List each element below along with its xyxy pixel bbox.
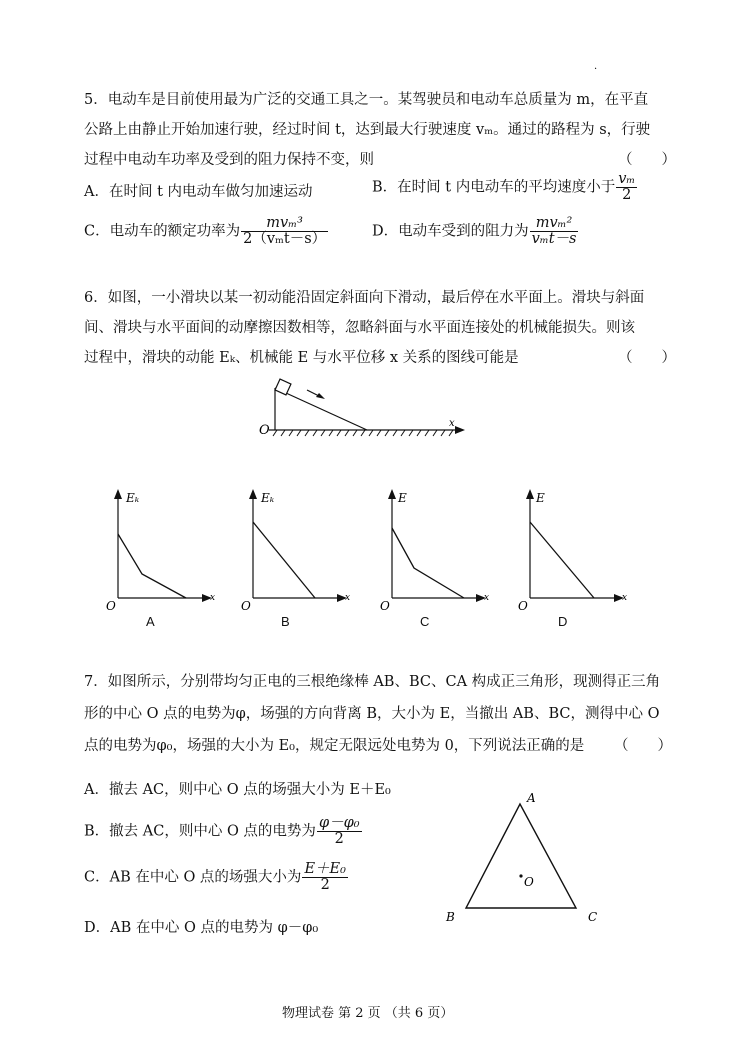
graph-b-y-arrowhead — [249, 489, 257, 499]
graph-a-y-label: Eₖ — [126, 491, 140, 505]
graph-a-caption: A — [146, 614, 155, 629]
q7-option-b-denominator: 2 — [334, 831, 344, 847]
incline-figure — [255, 376, 475, 462]
graph-d-curve — [530, 522, 594, 598]
graph-a-origin: O — [106, 599, 116, 612]
graph-a-x-label: x — [210, 593, 216, 603]
q7-option-b-text: B．撤去 AC，则中心 O 点的电势为 — [84, 823, 316, 840]
graph-a-y-arrowhead — [114, 489, 122, 499]
q7-option-b-fraction — [317, 816, 362, 847]
vertex-b-label: B — [446, 910, 455, 924]
incline-surface — [275, 388, 367, 430]
q5-option-c-text: C．电动车的额定功率为 — [84, 223, 241, 240]
vertex-c-label: C — [588, 910, 598, 924]
ground-hatching — [273, 430, 453, 436]
q7-option-c-numerator: E＋E₀ — [304, 861, 346, 877]
q5-line-1: 5．电动车是目前使用最为广泛的交通工具之一。某驾驶员和电动车总质量为 m，在平直 — [84, 92, 649, 108]
q5-answer-bracket: （ ） — [618, 152, 676, 168]
graph-c-origin: O — [380, 599, 390, 612]
graph-c-caption: C — [420, 614, 430, 629]
graph-b — [233, 486, 363, 612]
triangle-figure — [440, 788, 610, 928]
q7-option-d: D．AB 在中心 O 点的电势为 φ－φ₀ — [84, 920, 319, 936]
incline-x-label: x — [449, 418, 455, 429]
q5-option-b-numerator: vₘ — [618, 171, 636, 187]
graph-d-x-label: x — [622, 593, 628, 603]
q5-option-b-text: B．在时间 t 内电动车的平均速度小于 — [372, 179, 616, 196]
q5-line-3: 过程中电动车功率及受到的阻力保持不变，则 — [84, 152, 374, 168]
q7-option-b-numerator: φ－φ₀ — [318, 815, 360, 831]
q6-answer-bracket: （ ） — [618, 350, 676, 366]
graph-a — [98, 486, 228, 612]
q7-option-b — [84, 816, 363, 847]
graph-b-x-label: x — [345, 593, 351, 603]
q5-option-b-denominator: 2 — [622, 187, 632, 203]
x-axis-arrowhead — [455, 426, 465, 434]
q5-option-d-fraction — [530, 216, 579, 247]
graph-c-y-arrowhead — [388, 489, 396, 499]
q5-option-b — [372, 172, 638, 203]
incline-origin-label: O — [259, 423, 270, 438]
q5-option-c-numerator: mvₘ³ — [241, 216, 328, 232]
q6-line-3: 过程中，滑块的动能 Eₖ、机械能 E 与水平位移 x 关系的图线可能是 — [84, 350, 519, 366]
q7-line-2: 形的中心 O 点的电势为φ，场强的方向背离 B，大小为 E，当撤出 AB、BC，测得中心 O — [84, 706, 660, 722]
slider-block — [275, 379, 291, 395]
q7-option-a: A．撤去 AC，则中心 O 点的场强大小为 E＋E₀ — [84, 782, 391, 798]
graph-c-curve — [392, 528, 464, 598]
q5-option-a: A．在时间 t 内电动车做匀加速运动 — [84, 184, 313, 200]
q7-option-c-denominator: 2 — [320, 877, 330, 893]
q5-option-d-numerator: mvₘ² — [530, 216, 579, 232]
q6-line-2: 间、滑块与水平面间的动摩擦因数相等，忽略斜面与水平面连接处的机械能损失。则该 — [84, 320, 635, 336]
q7-option-c-fraction — [302, 862, 347, 893]
q7-answer-bracket: （ ） — [614, 738, 672, 754]
q5-option-c-denominator: 2（vₘt－s） — [243, 231, 327, 247]
q7-line-1: 7．如图所示，分别带均匀正电的三根绝缘棒 AB、BC、CA 构成正三角形，现测得正三角 — [84, 674, 661, 690]
page-footer: 物理试卷 第 2 页 （共 6 页） — [282, 1006, 454, 1021]
q5-option-c-fraction — [241, 216, 328, 247]
q5-option-c — [84, 216, 329, 247]
graph-b-caption: B — [281, 614, 290, 629]
graph-a-curve — [118, 534, 186, 598]
q5-option-d-text: D．电动车受到的阻力为 — [372, 223, 529, 240]
q5-option-b-fraction — [616, 172, 637, 203]
vertex-a-label: A — [527, 791, 536, 805]
graph-c — [372, 486, 502, 612]
triangle-abc — [466, 804, 576, 908]
graph-b-origin: O — [241, 599, 251, 612]
graph-b-curve — [253, 522, 315, 598]
q5-option-d-denominator: vₘt－s — [531, 231, 577, 247]
q5-line-2: 公路上由静止开始加速行驶，经过时间 t，达到最大行驶速度 vₘ。通过的路程为 s，行驶 — [84, 122, 651, 138]
q7-option-c-text: C．AB 在中心 O 点的场强大小为 — [84, 869, 302, 886]
graph-d-y-arrowhead — [526, 489, 534, 499]
graph-c-y-label: E — [398, 491, 407, 505]
graph-d-caption: D — [558, 614, 568, 629]
q7-option-c — [84, 862, 349, 893]
center-o-label: O — [524, 875, 534, 889]
graph-d-origin: O — [518, 599, 528, 612]
q6-line-1: 6．如图，一小滑块以某一初动能沿固定斜面向下滑动，最后停在水平面上。滑块与斜面 — [84, 290, 645, 306]
page-mark: · — [594, 64, 598, 75]
center-point — [519, 874, 522, 877]
motion-arrowhead — [316, 393, 325, 399]
q5-option-d — [372, 216, 579, 247]
q7-line-3: 点的电势为φ₀，场强的大小为 E₀，规定无限远处电势为 0，下列说法正确的是 — [84, 738, 585, 754]
graph-d-y-label: E — [536, 491, 545, 505]
graph-b-y-label: Eₖ — [261, 491, 275, 505]
graph-d — [510, 486, 640, 612]
graph-c-x-label: x — [484, 593, 490, 603]
